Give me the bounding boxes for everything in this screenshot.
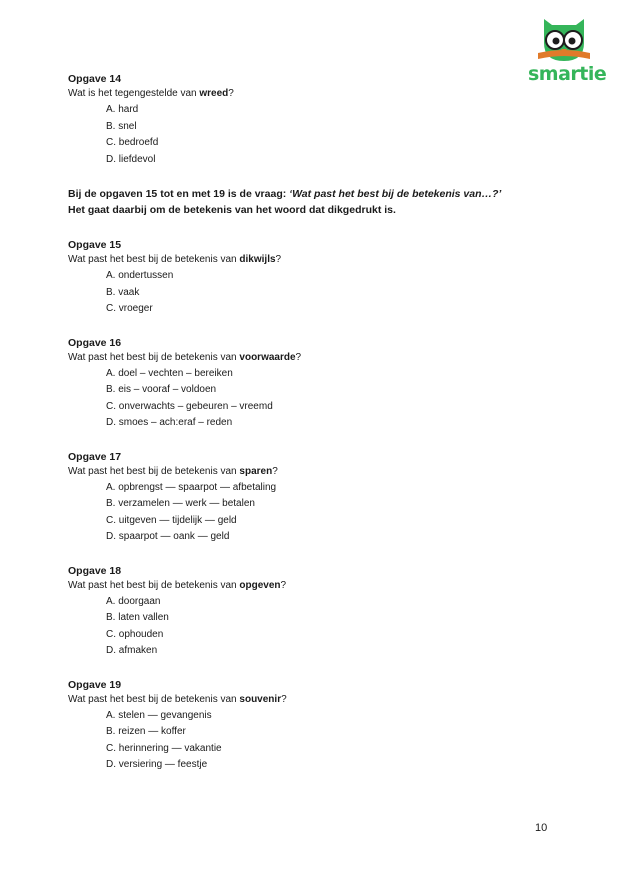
question-title: Opgave 18 <box>68 564 122 577</box>
answer-option: B. vaak <box>106 286 140 298</box>
answer-options <box>68 480 538 546</box>
answer-options <box>68 102 538 168</box>
question-keyword: voorwaarde <box>239 351 296 363</box>
answer-option: C. vroeger <box>106 303 153 314</box>
answer-option: D. liefdevol <box>106 153 156 165</box>
smartie-logo <box>528 13 607 85</box>
answer-options <box>68 594 538 660</box>
owl-icon <box>534 13 594 65</box>
answer-option: C. onverwachts – gebeuren – vreemd <box>106 400 273 412</box>
answer-option: B. eis – vooraf – voldoen <box>106 384 217 395</box>
answer-option: A. hard <box>106 104 139 115</box>
answer-option: A. ondertussen <box>106 270 174 281</box>
section-intro <box>68 186 508 218</box>
question-15 <box>68 238 538 318</box>
answer-option: D. afmaken <box>106 645 158 656</box>
intro-line-1: Bij de opgaven 15 tot en met 19 is de vraag: ‘Wat past het best bij de betekenis van…?’ <box>68 188 502 200</box>
question-title: Opgave 15 <box>68 239 122 251</box>
answer-option: D. spaarpot — oank — geld <box>106 531 230 542</box>
answer-option: C. bedroefd <box>106 137 159 148</box>
answer-option: C. herinnering — vakantie <box>106 742 222 754</box>
question-text: Wat is het tegengestelde van wreed? <box>68 88 234 99</box>
answer-option: B. reizen — koffer <box>106 726 186 737</box>
answer-options <box>68 268 538 318</box>
question-text: Wat past het best bij de betekenis van dikwijls? <box>68 254 282 265</box>
question-keyword: sparen <box>239 465 273 477</box>
question-keyword: opgeven <box>239 579 281 591</box>
answer-option: C. ophouden <box>106 628 164 640</box>
logo-text: smartie <box>528 63 607 85</box>
question-17 <box>68 450 538 546</box>
question-text: Wat past het best bij de betekenis van sparen? <box>68 465 278 477</box>
page-number: 10 <box>535 822 548 834</box>
question-title: Opgave 17 <box>68 450 122 463</box>
question-text: Wat past het best bij de betekenis van opgeven? <box>68 579 287 591</box>
answer-options <box>68 708 538 774</box>
question-text: Wat past het best bij de betekenis van voorwaarde? <box>68 351 302 363</box>
answer-option: C. uitgeven — tijdelijk — geld <box>106 514 237 526</box>
question-14 <box>68 72 538 168</box>
question-title: Opgave 14 <box>68 73 122 85</box>
answer-option: A. opbrengst — spaarpot — afbetaling <box>106 481 277 493</box>
answer-option: B. laten vallen <box>106 612 169 623</box>
question-16 <box>68 336 538 432</box>
answer-option: D. versiering — feestje <box>106 759 208 770</box>
answer-option: A. doel – vechten – bereiken <box>106 367 233 379</box>
answer-option: A. doorgaan <box>106 595 161 607</box>
answer-options <box>68 366 538 432</box>
answer-option: B. verzamelen — werk — betalen <box>106 498 255 509</box>
answer-option: A. stelen — gevangenis <box>106 709 212 721</box>
answer-option: B. snel <box>106 120 137 132</box>
question-title: Opgave 16 <box>68 336 122 349</box>
question-keyword: dikwijls <box>239 254 276 265</box>
question-keyword: wreed <box>199 88 229 99</box>
worksheet-content <box>68 72 538 792</box>
question-keyword: souvenir <box>239 693 282 705</box>
answer-option: D. smoes – ach:eraf – reden <box>106 417 233 428</box>
question-18 <box>68 564 538 660</box>
question-title: Opgave 19 <box>68 678 122 691</box>
question-text: Wat past het best bij de betekenis van souvenir? <box>68 693 287 705</box>
intro-line-2: Het gaat daarbij om de betekenis van het woord dat dikgedrukt is. <box>68 204 396 216</box>
question-19 <box>68 678 538 774</box>
